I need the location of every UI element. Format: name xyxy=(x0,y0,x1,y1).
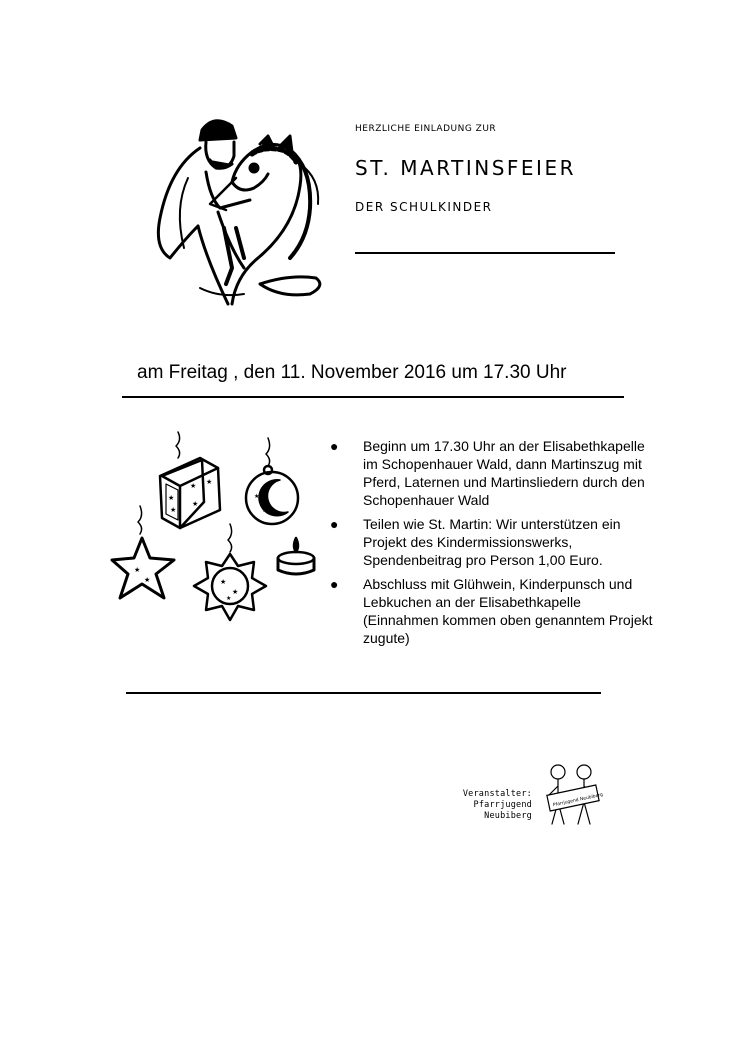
page-title: ST. MARTINSFEIER xyxy=(355,156,576,180)
organizer-label: Veranstalter: xyxy=(462,789,532,799)
organizer-block xyxy=(422,789,532,822)
organizer-name: Pfarrjugend Neubiberg xyxy=(473,800,532,821)
svg-text:★: ★ xyxy=(168,495,175,502)
svg-text:★: ★ xyxy=(226,596,232,602)
program-list xyxy=(330,437,660,653)
list-item xyxy=(330,575,660,647)
list-item xyxy=(330,515,660,569)
svg-text:★: ★ xyxy=(144,577,151,584)
svg-text:★: ★ xyxy=(206,479,213,486)
bullet-icon: ● xyxy=(330,438,339,454)
svg-text:★: ★ xyxy=(170,507,177,514)
list-item-text: Teilen wie St. Martin: Wir unterstützen ein Projekt des Kindermissionswerks, Spendenbeitrag pro Person 1,00 Euro. xyxy=(363,516,621,568)
svg-text:★: ★ xyxy=(192,501,199,508)
svg-text:★: ★ xyxy=(262,508,268,514)
organizer-logo-text: Pfarrjugend Neubiberg xyxy=(552,792,604,809)
bullet-icon: ● xyxy=(330,516,339,532)
invitation-intro: HERZLICHE EINLADUNG ZUR xyxy=(355,124,497,134)
title-divider xyxy=(355,252,615,254)
list-item-text: Abschluss mit Glühwein, Kinderpunsch und Lebkuchen an der Elisabethkapelle (Einnahmen kommen oben genanntem Projekt zugute) xyxy=(363,576,653,646)
bullet-icon: ● xyxy=(330,576,339,592)
list-item xyxy=(330,437,660,509)
program-divider xyxy=(126,692,601,694)
svg-text:★: ★ xyxy=(190,483,197,490)
svg-text:★: ★ xyxy=(232,589,239,596)
st-martin-rider-illustration xyxy=(140,108,340,308)
event-dateline: am Freitag , den 11. November 2016 um 17.30 Uhr xyxy=(137,362,567,383)
svg-text:★: ★ xyxy=(134,567,141,574)
svg-text:★: ★ xyxy=(254,494,260,500)
dateline-divider xyxy=(122,396,624,398)
list-item-text: Beginn um 17.30 Uhr an der Elisabethkapelle im Schopenhauer Wald, dann Martinszug mit Pferd, Laternen und Martinsliedern durch den Schopenhauer Wald xyxy=(363,438,645,508)
svg-text:★: ★ xyxy=(220,579,227,586)
page-subtitle: DER SCHULKINDER xyxy=(355,200,493,214)
lanterns-illustration xyxy=(110,428,320,628)
organizer-logo-illustration xyxy=(542,762,604,830)
